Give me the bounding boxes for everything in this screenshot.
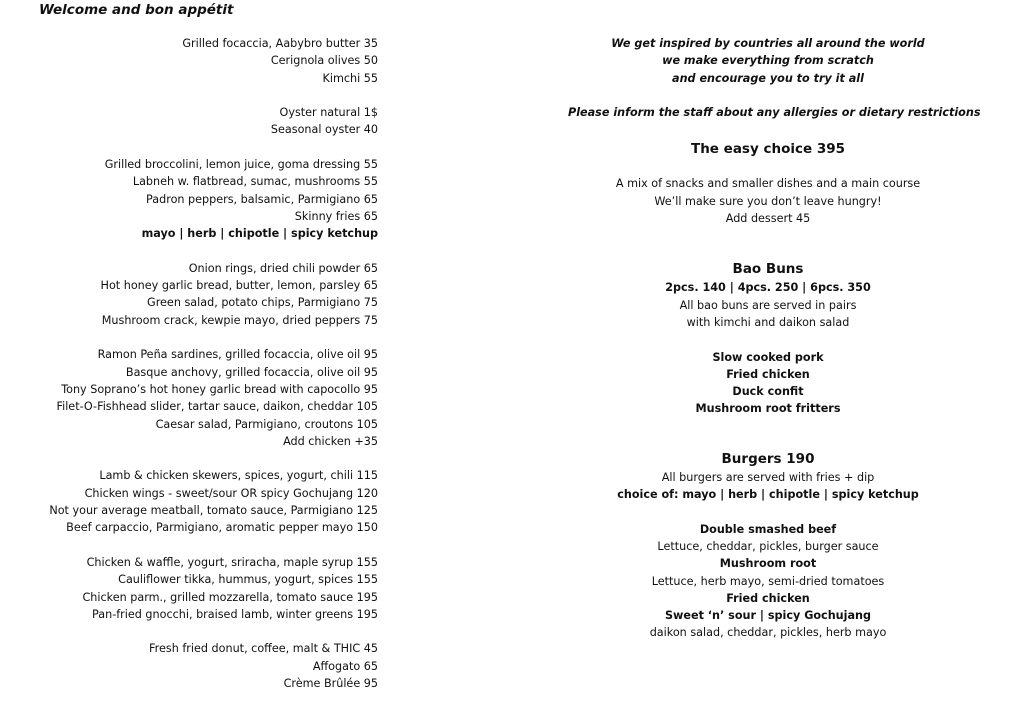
menu-group-small-dishes	[49, 346, 378, 450]
bao-filling: Mushroom root fritters	[695, 402, 841, 416]
menu-group-veg	[49, 156, 378, 242]
menu-item: Caesar salad, Parmigiano, croutons 105	[155, 417, 378, 431]
intro-line: and encourage you to try it all	[672, 71, 864, 85]
menu-item: Grilled focaccia, Aabybro butter 35	[182, 37, 378, 50]
menu-item: Hot honey garlic bread, butter, lemon, parsley 65	[100, 279, 378, 293]
menu-group-mains	[49, 554, 378, 623]
menu-item: Grilled broccolini, lemon juice, goma dressing 55	[104, 158, 378, 172]
menu-item: Chicken wings - sweet/sour OR spicy Gochujang 120	[84, 486, 378, 500]
menu-item: Pan-fried gnocchi, braised lamb, winter greens 195	[92, 607, 378, 621]
easy-choice-section	[568, 139, 968, 227]
menu-item: Fresh fried donut, coffee, malt & THIC 45	[149, 642, 378, 656]
burgers-section	[568, 449, 968, 642]
burger-detail: Lettuce, cheddar, pickles, burger sauce	[657, 539, 879, 553]
easy-choice-line: A mix of snacks and smaller dishes and a main course	[615, 177, 921, 191]
menu-item: Basque anchovy, grilled focaccia, olive oil 95	[125, 365, 378, 379]
easy-choice-heading: The easy choice 395	[690, 141, 846, 158]
menu-item: Filet-O-Fishhead slider, tartar sauce, daikon, cheddar 105	[56, 400, 378, 414]
intro-text	[568, 35, 968, 87]
menu-item: Seasonal oyster 40	[270, 123, 378, 137]
menu-item: Kimchi 55	[322, 71, 378, 85]
bao-desc: All bao buns are served in pairs	[679, 298, 857, 312]
burger-sauce-options: Sweet ‘n’ sour | spicy Gochujang	[665, 609, 871, 623]
menu-item: Chicken & waffle, yogurt, sriracha, maple syrup 155	[86, 555, 378, 569]
menu-item: Mushroom crack, kewpie mayo, dried peppers 75	[101, 313, 378, 327]
dip-options: mayo | herb | chipotle | spicy ketchup	[141, 227, 378, 241]
menu-item: Onion rings, dried chili powder 65	[188, 261, 378, 275]
menu-group-desserts	[49, 640, 378, 692]
menu-group-snacks	[49, 260, 378, 329]
burgers-heading: Burgers 190	[721, 450, 815, 467]
menu-item: Ramon Peña sardines, grilled focaccia, olive oil 95	[97, 348, 378, 362]
menu-item: Beef carpaccio, Parmigiano, aromatic pepper mayo 150	[66, 521, 378, 535]
intro-line: we make everything from scratch	[662, 54, 874, 68]
menu-item: Add chicken +35	[283, 434, 378, 448]
menu-item: Padron peppers, balsamic, Parmigiano 65	[146, 192, 378, 206]
bao-filling: Duck confit	[732, 385, 804, 399]
menu-item: Skinny fries 65	[294, 209, 378, 223]
menu-item: Green salad, potato chips, Parmigiano 75	[147, 296, 378, 310]
burger-detail: daikon salad, cheddar, pickles, herb mayo	[649, 626, 887, 640]
menu-group-medium-dishes	[49, 467, 378, 536]
easy-choice-line: Add dessert 45	[725, 212, 811, 226]
bao-desc: with kimchi and daikon salad	[686, 315, 850, 329]
menu-item: Cerignola olives 50	[270, 54, 378, 68]
burger-name: Fried chicken	[726, 591, 810, 605]
menu-group-oysters	[49, 104, 378, 139]
menu-item: Chicken parm., grilled mozzarella, tomato sauce 195	[82, 590, 378, 604]
menu-item: Not your average meatball, tomato sauce, Parmigiano 125	[49, 504, 378, 518]
menu-item: Affogato 65	[312, 659, 378, 673]
burgers-choice: choice of: mayo | herb | chipotle | spicy ketchup	[617, 488, 919, 502]
burger-name: Double smashed beef	[699, 522, 837, 536]
menu-item: Crème Brûlée 95	[283, 676, 378, 690]
menu-list	[49, 35, 378, 692]
bao-heading: Bao Buns	[732, 261, 804, 278]
page-title: Welcome and bon appétit	[39, 2, 234, 18]
burgers-desc: All burgers are served with fries + dip	[661, 470, 875, 484]
allergy-note: Please inform the staff about any allergies or dietary restrictions	[568, 106, 981, 120]
bao-prices: 2pcs. 140 | 4pcs. 250 | 6pcs. 350	[665, 281, 871, 295]
menu-item: Tony Soprano’s hot honey garlic bread with capocollo 95	[61, 382, 378, 396]
menu-group-starters	[49, 35, 378, 87]
intro-line: We get inspired by countries all around the world	[611, 37, 925, 50]
menu-item: Lamb & chicken skewers, spices, yogurt, chili 115	[99, 469, 378, 483]
burger-detail: Lettuce, herb mayo, semi-dried tomatoes	[651, 574, 885, 588]
bao-section	[568, 259, 968, 417]
easy-choice-line: We’ll make sure you don’t leave hungry!	[654, 194, 882, 208]
menu-item: Labneh w. flatbread, sumac, mushrooms 55	[132, 175, 378, 189]
menu-item: Oyster natural 1$	[279, 106, 378, 120]
burger-name: Mushroom root	[719, 557, 817, 571]
bao-filling: Fried chicken	[726, 367, 810, 381]
menu-item: Cauliflower tikka, hummus, yogurt, spices 155	[118, 573, 378, 587]
info-column	[568, 35, 981, 642]
bao-filling: Slow cooked pork	[712, 350, 824, 364]
